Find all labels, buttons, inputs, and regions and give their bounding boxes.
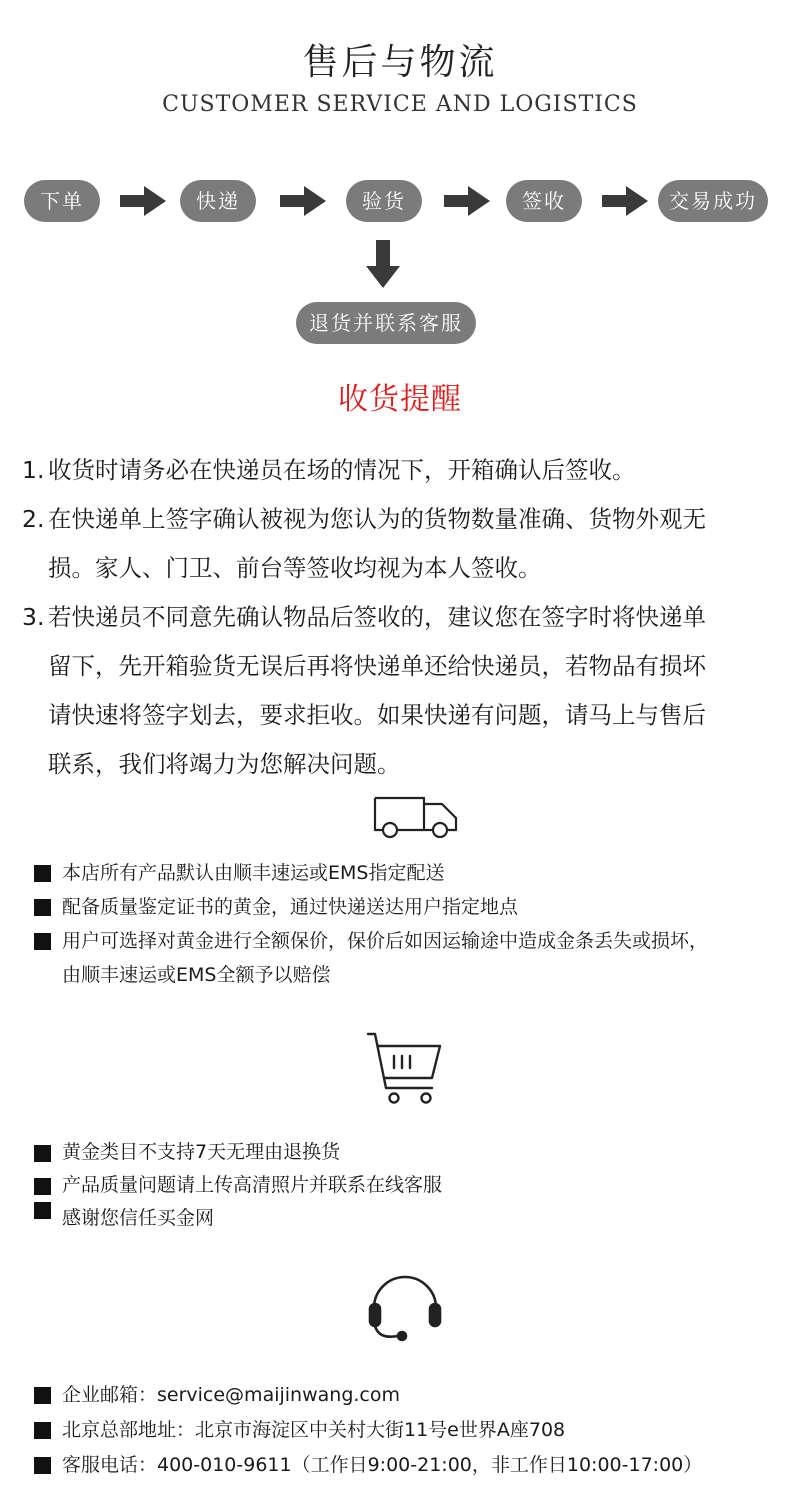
reminder-item [22, 495, 782, 593]
list-item-text: 由顺丰速运或EMS全额予以赔偿 [62, 964, 331, 986]
reminder-line: 在快递单上签字确认被视为您认为的货物数量准确、货物外观无 [48, 505, 706, 533]
shipping-list [34, 856, 774, 992]
returns-list [34, 1136, 774, 1235]
bullet-square-icon [34, 1145, 51, 1162]
truck-icon [372, 794, 460, 840]
reminder-title: 收货提醒 [338, 382, 462, 417]
step-inspect: 验货 [346, 180, 422, 222]
bullet-square-icon [34, 865, 51, 882]
reminder-line: 损。家人、门卫、前台等签收均视为本人签收。 [48, 554, 542, 582]
bullet-square-icon [34, 1178, 51, 1195]
list-item [34, 1169, 774, 1202]
page-title: 售后与物流 [302, 42, 498, 83]
bullet-square-icon [34, 1457, 51, 1474]
reminder-line: 联系，我们将竭力为您解决问题。 [48, 750, 401, 778]
arrow-right-icon [280, 186, 326, 216]
contact-email: 企业邮箱：service@maijinwang.com [62, 1384, 400, 1406]
list-item [34, 1448, 774, 1483]
list-item-text: 黄金类目不支持7天无理由退换货 [62, 1141, 341, 1163]
step-sign: 签收 [506, 180, 582, 222]
reminder-line: 留下，先开箱验货无误后再将快递单还给快递员，若物品有损坏 [48, 652, 706, 680]
reminder-item-number: 2. [22, 505, 45, 533]
reminder-line: 收货时请务必在快递员在场的情况下，开箱确认后签收。 [48, 456, 636, 484]
step-return-contact: 退货并联系客服 [296, 302, 476, 344]
list-item-text: 本店所有产品默认由顺丰速运或EMS指定配送 [62, 862, 445, 884]
reminder-item [22, 593, 782, 789]
headset-icon [366, 1266, 444, 1344]
page-subtitle: CUSTOMER SERVICE AND LOGISTICS [162, 92, 638, 117]
list-item-text: 产品质量问题请上传高清照片并联系在线客服 [62, 1174, 443, 1196]
list-item [34, 1136, 774, 1169]
list-item [34, 1413, 774, 1448]
arrow-right-icon [444, 186, 490, 216]
arrow-right-icon [120, 186, 166, 216]
bullet-square-icon [34, 899, 51, 916]
reminder-item-number: 3. [22, 603, 45, 631]
list-item-text: 配备质量鉴定证书的黄金，通过快递送达用户指定地点 [62, 896, 519, 918]
list-item-text: 感谢您信任买金网 [62, 1207, 215, 1229]
reminder-list [22, 446, 782, 789]
list-item [34, 1202, 774, 1235]
shopping-cart-icon [366, 1030, 444, 1108]
arrow-right-icon [602, 186, 648, 216]
step-order: 下单 [24, 180, 100, 222]
contact-address: 北京总部地址：北京市海淀区中关村大街11号e世界A座708 [62, 1419, 566, 1441]
reminder-item [22, 446, 782, 495]
reminder-line: 若快递员不同意先确认物品后签收的，建议您在签字时将快递单 [48, 603, 706, 631]
bullet-square-icon [34, 933, 51, 950]
contact-phone: 客服电话：400-010-9611（工作日9:00-21:00，非工作日10:00-17:00） [62, 1454, 703, 1476]
list-item [34, 890, 774, 924]
bullet-square-icon [34, 1202, 51, 1219]
bullet-square-icon [34, 1387, 51, 1404]
reminder-line: 请快速将签字划去，要求拒收。如果快递有问题，请马上与售后 [48, 701, 706, 729]
list-item-text: 用户可选择对黄金进行全额保价，保价后如因运输途中造成金条丢失或损坏， [62, 930, 709, 952]
step-delivery: 快递 [180, 180, 256, 222]
contact-list [34, 1378, 774, 1483]
step-complete: 交易成功 [658, 180, 768, 222]
arrow-down-icon [366, 240, 400, 288]
reminder-item-number: 1. [22, 456, 45, 484]
bullet-square-icon [34, 1422, 51, 1439]
list-item [34, 1378, 774, 1413]
list-item [34, 856, 774, 890]
list-item [34, 924, 774, 992]
